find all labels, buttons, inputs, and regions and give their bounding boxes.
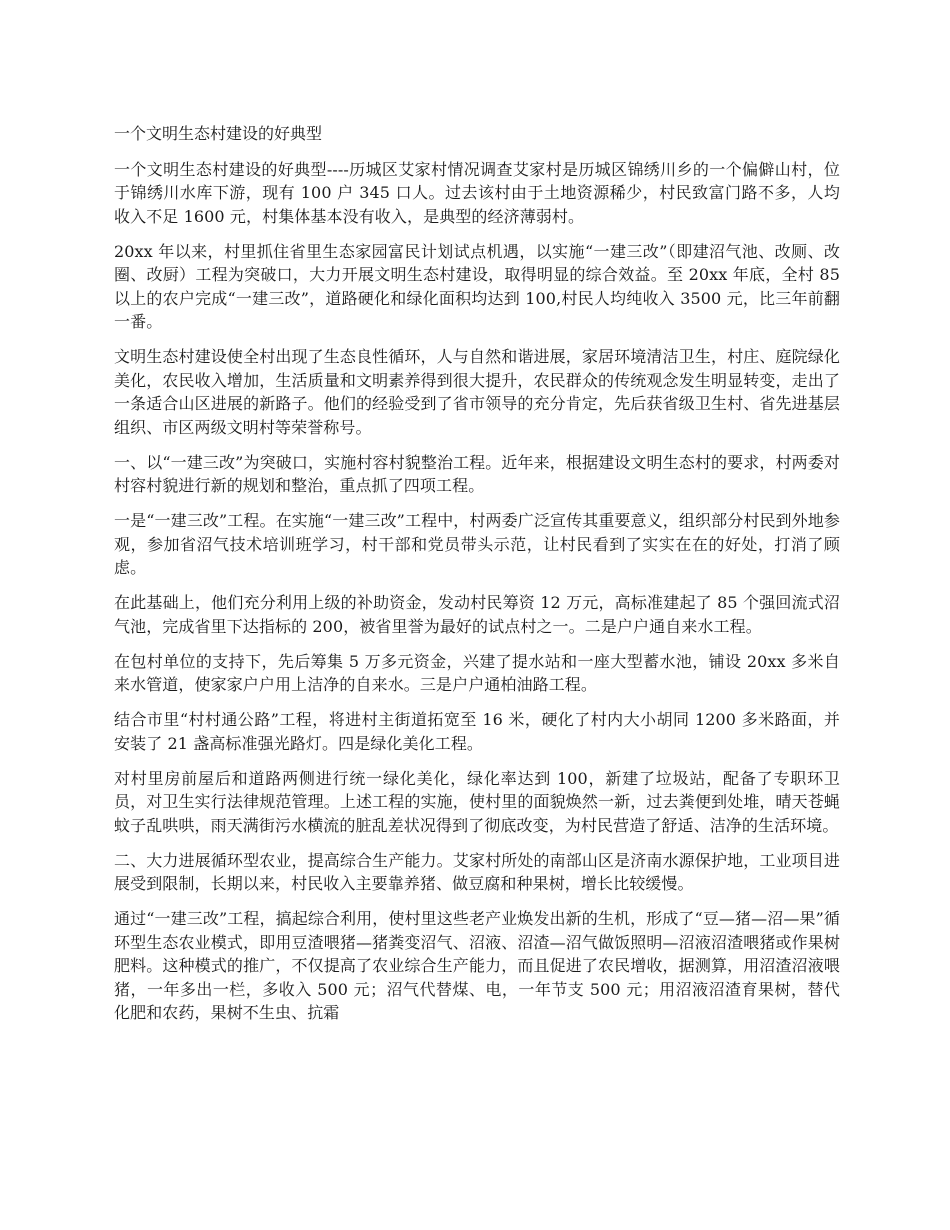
paragraph-2: 20xx 年以来，村里抓住省里生态家园富民计划试点机遇，以实施“一建三改”（即建沼气池、改厕、改圈、改厨）工程为突破口，大力开展文明生态村建设，取得明显的综合效益。至 20xx 年底，全村 85 以上的农户完成“一建三改”，道路硬化和绿化面积均达到 100,村民人均纯收入 3500 元，比三年前翻一番。 — [114, 241, 840, 331]
document-page — [114, 122, 840, 1036]
document-title: 一个文明生态村建设的好典型 — [114, 124, 323, 143]
paragraph-7: 在包村单位的支持下，先后筹集 5 万多元资金，兴建了提水站和一座大型蓄水池，铺设 20xx 多米自来水管道，使家家户户用上洁净的自来水。三是户户通柏油路工程。 — [114, 651, 840, 694]
paragraph-11: 通过“一建三改”工程，搞起综合利用，使村里这些老产业焕发出新的生机，形成了“豆—猪—沼—果”循环型生态农业模式，即用豆渣喂猪—猪粪变沼气、沼液、沼渣—沼气做饭照明—沼液沼渣喂猪或作果树肥料。这种模式的推广，不仅提高了农业综合生产能力，而且促进了农民增收，据测算，用沼渣沼液喂猪，一年多出一栏，多收入 500 元；沼气代替煤、电，一年节支 500 元；用沼液沼渣育果树，替代化肥和农药，果树不生虫、抗霜 — [114, 909, 840, 1022]
paragraph-5: 一是“一建三改”工程。在实施“一建三改”工程中，村两委广泛宣传其重要意义，组织部分村民到外地参观，参加省沼气技术培训班学习，村干部和党员带头示范，让村民看到了实实在在的好处，打消了顾虑。 — [114, 511, 840, 577]
paragraph-6: 在此基础上，他们充分利用上级的补助资金，发动村民筹资 12 万元，高标准建起了 85 个强回流式沼气池，完成省里下达指标的 200，被省里誉为最好的试点村之一。二是户户通自来水工程。 — [114, 593, 840, 636]
paragraph-1: 一个文明生态村建设的好典型----历城区艾家村情况调查艾家村是历城区锦绣川乡的一个偏僻山村，位于锦绣川水库下游，现有 100 户 345 口人。过去该村由于土地资源稀少，村民致富门路不多，人均收入不足 1600 元，村集体基本没有收入，是典型的经济薄弱村。 — [114, 159, 840, 226]
paragraph-10: 二、大力进展循环型农业，提高综合生产能力。艾家村所处的南部山区是济南水源保护地，工业项目进展受到限制，长期以来，村民收入主要靠养猪、做豆腐和种果树，增长比较缓慢。 — [114, 850, 840, 893]
paragraph-3: 文明生态村建设使全村出现了生态良性循环，人与自然和谐进展，家居环境清洁卫生，村庄、庭院绿化美化，农民收入增加，生活质量和文明素养得到很大提升，农民群众的传统观念发生明显转变，走出了一条适合山区进展的新路子。他们的经验受到了省市领导的充分肯定，先后获省级卫生村、省先进基层组织、市区两级文明村等荣誉称号。 — [114, 347, 840, 437]
paragraph-8: 结合市里“村村通公路”工程，将进村主街道拓宽至 16 米，硬化了村内大小胡同 1200 多米路面，并安装了 21 盏高标准强光路灯。四是绿化美化工程。 — [114, 710, 840, 753]
paragraph-9: 对村里房前屋后和道路两侧进行统一绿化美化，绿化率达到 100，新建了垃圾站，配备了专职环卫员，对卫生实行法律规范管理。上述工程的实施，使村里的面貌焕然一新，过去粪便到处堆，晴天苍蝇蚊子乱哄哄，雨天满街污水横流的脏乱差状况得到了彻底改变，为村民营造了舒适、洁净的生活环境。 — [114, 768, 840, 835]
paragraph-4: 一、以“一建三改”为突破口，实施村容村貌整治工程。近年来，根据建设文明生态村的要求，村两委对村容村貌进行新的规划和整治，重点抓了四项工程。 — [114, 452, 840, 495]
